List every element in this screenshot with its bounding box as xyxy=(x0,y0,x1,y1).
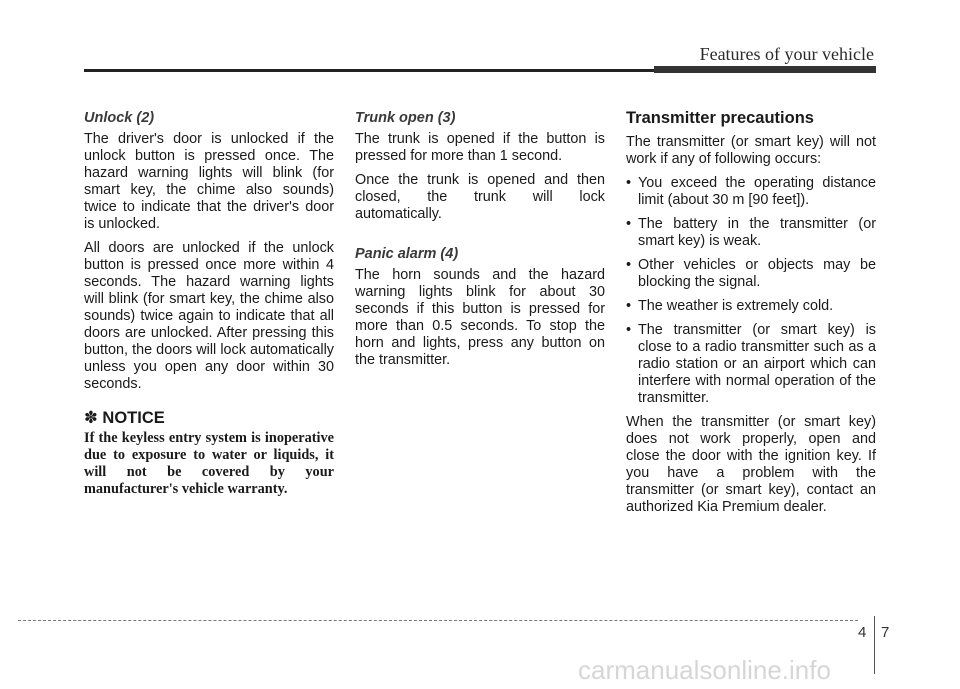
bullet-icon: • xyxy=(626,298,632,314)
precautions-closing: When the transmitter (or smart key) does not work properly, open and close the door with the ignition key. If you have a problem with the transmitter (or smart key), contact an authorized Kia Premium dealer. xyxy=(626,414,876,515)
list-item: • The transmitter (or smart key) is close to a radio transmitter such as a radio station or an airport which can interfere with normal operation of the transmitter. xyxy=(626,322,876,406)
unlock-paragraph-2: All doors are unlocked if the unlock button is pressed once more within 4 seconds. The hazard warning lights will blink (for smart key, the chime also sounds) twice again to indicate that all doors are unlocked. After pressing this button, the doors will lock automatically unless you open any door within 30 seconds. xyxy=(84,240,334,392)
unlock-paragraph-1: The driver's door is unlocked if the unlock button is pressed once. The hazard warning lights will blink (for smart key, the chime also sounds) twice to indicate that the driver's door is unlocked. xyxy=(84,131,334,232)
bullet-icon: • xyxy=(626,216,632,232)
footer-divider xyxy=(874,616,875,674)
notice-body: If the keyless entry system is inoperative due to exposure to water or liquids, it will not be covered by your manufacturer's vehicle warranty. xyxy=(84,430,334,497)
precautions-list xyxy=(626,175,876,407)
watermark: carmanualsonline.info xyxy=(578,655,831,685)
page-header-title: Features of your vehicle xyxy=(699,44,874,64)
transmitter-precautions-heading: Transmitter precautions xyxy=(626,109,814,127)
list-item: • You exceed the operating distance limit (about 30 m [90 feet]). xyxy=(626,175,876,208)
unlock-heading: Unlock (2) xyxy=(84,110,155,126)
list-item: • The battery in the transmitter (or smart key) is weak. xyxy=(626,216,876,249)
trunk-paragraph-2: Once the trunk is opened and then closed, the trunk will lock automatically. xyxy=(355,172,605,222)
notice-title xyxy=(84,410,334,427)
column-2 xyxy=(355,110,605,376)
bullet-icon: • xyxy=(626,322,632,338)
page-number: 7 xyxy=(881,624,890,641)
footer-rule xyxy=(18,620,858,621)
bullet-icon: • xyxy=(626,257,632,273)
trunk-open-heading: Trunk open (3) xyxy=(355,110,456,126)
header-rule-accent xyxy=(654,66,876,73)
list-item: • Other vehicles or objects may be blocking the signal. xyxy=(626,257,876,290)
section-number: 4 xyxy=(858,624,867,641)
bullet-icon: • xyxy=(626,175,632,191)
notice-star-icon: ✽ xyxy=(84,409,98,427)
precautions-intro: The transmitter (or smart key) will not work if any of following occurs: xyxy=(626,134,876,167)
header-rule xyxy=(84,69,654,72)
list-item: • The weather is extremely cold. xyxy=(626,298,834,314)
panic-alarm-heading: Panic alarm (4) xyxy=(355,246,459,262)
column-3 xyxy=(626,110,876,523)
column-1 xyxy=(84,110,334,498)
panic-paragraph: The horn sounds and the hazard warning lights blink for about 30 seconds if this button is pressed for more than 0.5 seconds. To stop the horn and lights, press any button on the transmitter. xyxy=(355,267,605,368)
trunk-paragraph-1: The trunk is opened if the button is pressed for more than 1 second. xyxy=(355,131,605,164)
notice-label: NOTICE xyxy=(102,409,165,427)
